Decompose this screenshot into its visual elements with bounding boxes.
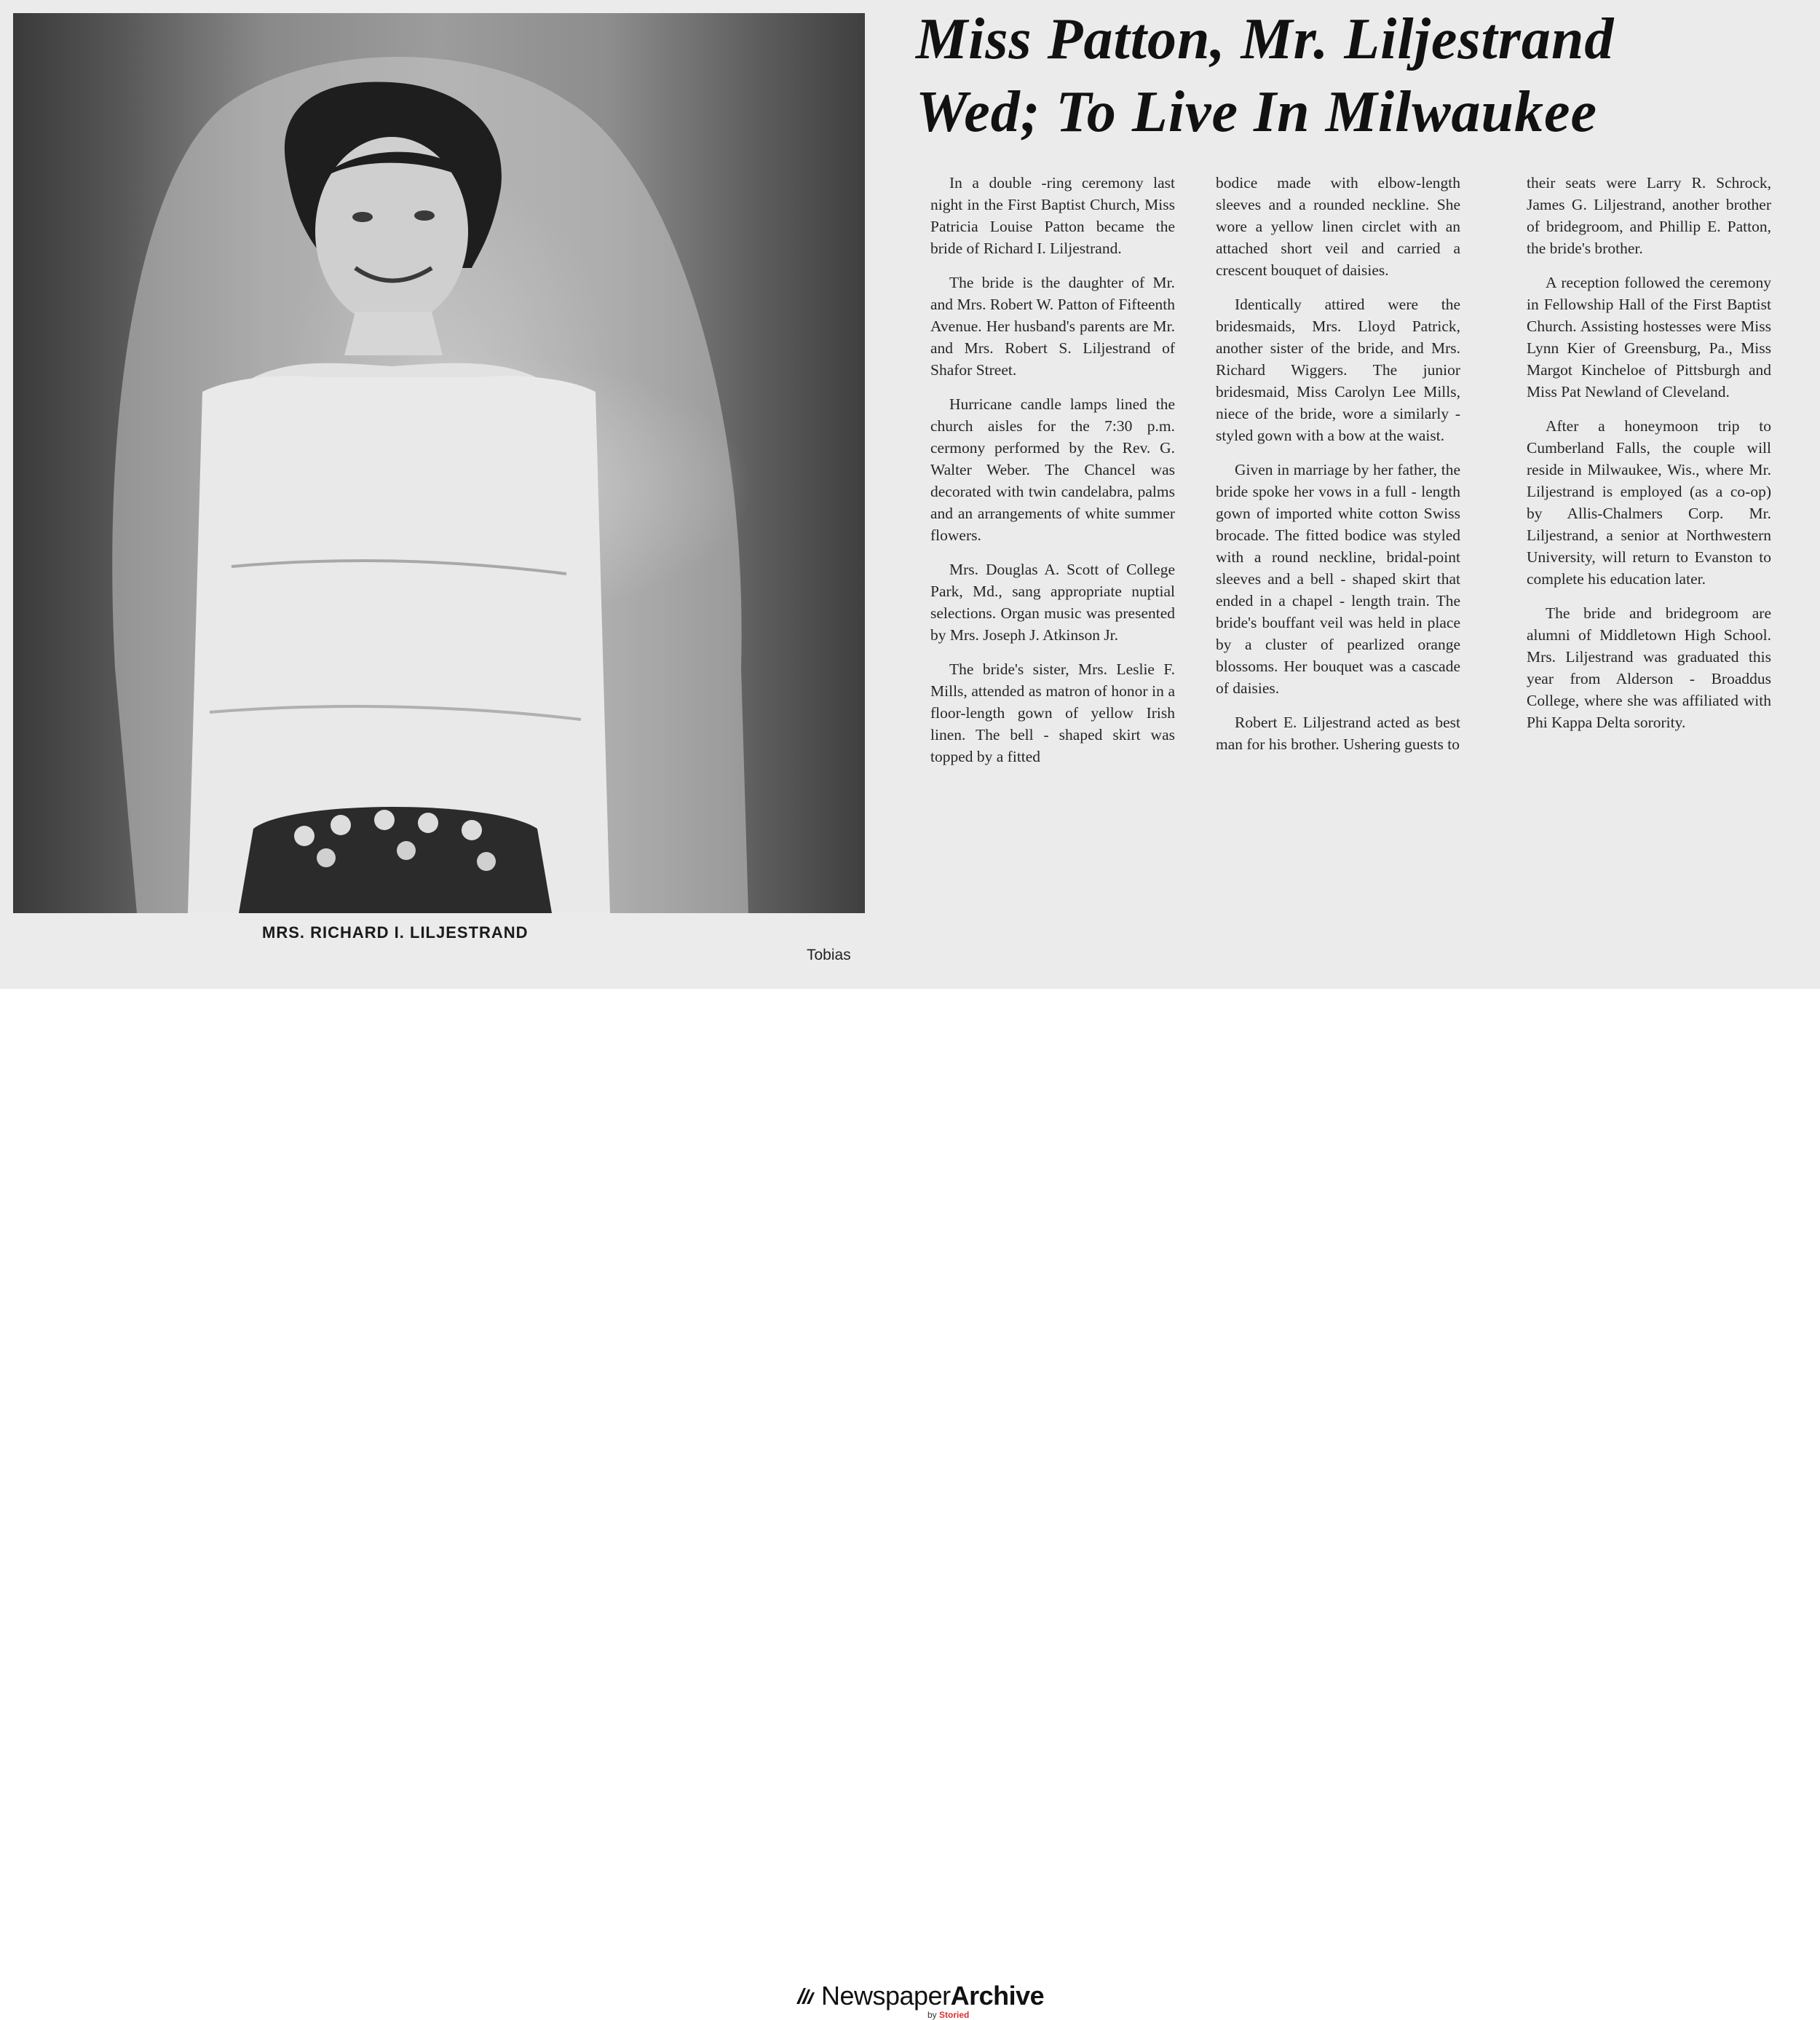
paragraph: Robert E. Liljestrand acted as best man for his brother. Ushering guests to bbox=[1216, 714, 1460, 753]
paragraph: bodice made with elbow-length sleeves and a rounded neckline. She wore a yellow linen circlet with an attached short veil and carried a crescent bouquet of daisies. bbox=[1216, 174, 1460, 279]
paragraph: Identically attired were the bridesmaids, Mrs. Lloyd Patrick, another sister of the bride, and Mrs. Richard Wiggers. The junior bridesmaid, Miss Carolyn Lee Mills, niece of the bride, wore a similarly - styled gown with a bow at the waist. bbox=[1216, 296, 1460, 444]
newspaper-clipping bbox=[0, 0, 1820, 989]
headline bbox=[916, 3, 1717, 149]
article-column-2 bbox=[1216, 172, 1460, 768]
headline-line-2: Wed; To Live In Milwaukee bbox=[916, 80, 1598, 144]
paragraph: Hurricane candle lamps lined the church aisles for the 7:30 p.m. cermony performed by the Rev. G. Walter Weber. The Chancel was decorated with twin candelabra, palms and an arrangements of white summer flowers. bbox=[930, 395, 1175, 544]
article-column-3 bbox=[1527, 172, 1771, 746]
paragraph: A reception followed the ceremony in Fellowship Hall of the First Baptist Church. Assisting hostesses were Miss Lynn Kier of Greensburg, Pa., Miss Margot Kincheloe of Pittsburgh and Miss Pat Newland of Cleveland. bbox=[1527, 274, 1771, 401]
brand-name bbox=[821, 1981, 1044, 2011]
bride-portrait-illustration bbox=[13, 13, 865, 913]
paragraph: Given in marriage by her father, the bride spoke her vows in a full - length gown of imported white cotton Swiss brocade. The fitted bodice was styled with a round neckline, bridal-point sleeves and a bell - shaped skirt that ended in a chapel - length train. The bride's bouffant veil was held in place by a cluster of pearlized orange blossoms. Her bouquet was a cascade of daisies. bbox=[1216, 461, 1460, 697]
photo-caption: MRS. RICHARD I. LILJESTRAND bbox=[262, 923, 529, 942]
newspaper-fan-icon bbox=[795, 1987, 817, 2005]
paragraph: The bride is the daughter of Mr. and Mrs. Robert W. Patton of Fifteenth Avenue. Her husband's parents are Mr. and Mrs. Robert S. Liljestrand of Shafor Street. bbox=[930, 274, 1175, 379]
bride-photo bbox=[13, 13, 865, 913]
headline-line-1: Miss Patton, Mr. Liljestrand bbox=[916, 7, 1615, 71]
storied-brand: Storied bbox=[939, 2010, 970, 2020]
paragraph: The bride's sister, Mrs. Leslie F. Mills, attended as matron of honor in a floor-length gown of yellow Irish linen. The bell - shaped skirt was topped by a fitted bbox=[930, 660, 1175, 765]
paragraph: The bride and bridegroom are alumni of Middletown High School. Mrs. Liljestrand was graduated this year from Alderson - Broaddus College, where she was affiliated with Phi Kappa Delta sorority. bbox=[1527, 604, 1771, 731]
photo-credit: Tobias bbox=[807, 947, 851, 963]
by-storied bbox=[927, 2010, 969, 2020]
brand-part-2: Archive bbox=[950, 1981, 1045, 2011]
brand-part-1: Newspaper bbox=[821, 1981, 951, 2011]
article-column-1 bbox=[930, 172, 1175, 780]
by-text: by bbox=[927, 2010, 937, 2020]
paragraph: Mrs. Douglas A. Scott of College Park, Md., sang appropriate nuptial selections. Organ music was presented by Mrs. Joseph J. Atkinson Jr. bbox=[930, 561, 1175, 644]
paragraph: their seats were Larry R. Schrock, James G. Liljestrand, another brother of bridegroom, and Phillip E. Patton, the bride's brother. bbox=[1527, 174, 1771, 257]
paragraph: After a honeymoon trip to Cumberland Falls, the couple will reside in Milwaukee, Wis., where Mr. Liljestrand is employed (as a co-op) by Allis-Chalmers Corp. Mr. Liljestrand, a senior at Northwestern University, will return to Evanston to complete his education later. bbox=[1527, 417, 1771, 588]
footer-bar bbox=[0, 989, 1820, 2020]
paragraph: In a double -ring ceremony last night in the First Baptist Church, Miss Patricia Louise Patton became the bride of Richard I. Liljestrand. bbox=[930, 174, 1175, 257]
